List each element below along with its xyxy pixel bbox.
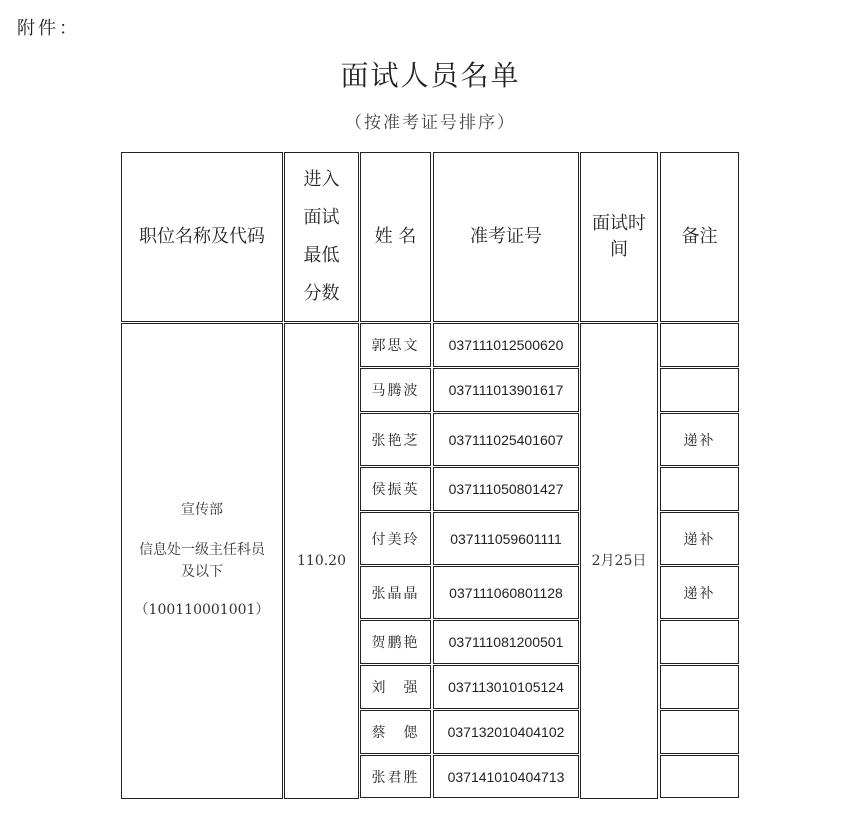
header-min-score-line: 最低 [303, 245, 340, 266]
header-remark: 备注 [660, 152, 739, 322]
exam-number: 037132010404102 [433, 710, 579, 754]
remark-cell [660, 710, 739, 754]
exam-number: 037111059601111 [433, 512, 579, 565]
header-min-score [284, 152, 359, 322]
header-interview-time-line: 面试时 [592, 213, 646, 234]
remark-cell [660, 323, 739, 367]
remark-cell [660, 755, 739, 798]
header-exam-number: 准考证号 [433, 152, 579, 322]
header-position: 职位名称及代码 [121, 152, 283, 322]
attachment-label: 附件： [17, 18, 80, 39]
candidate-name: 蔡 偲 [360, 710, 431, 754]
candidate-name: 马腾波 [360, 368, 431, 412]
position-cell [121, 323, 283, 799]
candidate-name: 刘 强 [360, 665, 431, 709]
exam-number: 037111050801427 [433, 467, 579, 511]
remark-cell [660, 665, 739, 709]
position-code: （100110001001） [134, 602, 270, 618]
department: 宣传部 [180, 502, 223, 518]
min-score-cell: 110.20 [284, 323, 359, 799]
candidate-name: 张君胜 [360, 755, 431, 798]
exam-number: 037111081200501 [433, 620, 579, 664]
remark-cell [660, 467, 739, 511]
header-min-score-line: 分数 [303, 283, 340, 304]
candidate-name: 付美玲 [360, 512, 431, 565]
exam-number: 037111012500620 [433, 323, 579, 367]
exam-number: 037141010404713 [433, 755, 579, 798]
remark-cell: 递补 [660, 512, 739, 565]
candidate-name: 郭思文 [360, 323, 431, 367]
exam-number: 037111013901617 [433, 368, 579, 412]
remark-cell [660, 620, 739, 664]
header-interview-time [580, 152, 658, 322]
exam-number: 037111025401607 [433, 413, 579, 466]
exam-number: 037111060801128 [433, 566, 579, 619]
exam-number: 037113010105124 [433, 665, 579, 709]
position-title: 信息处一级主任科员 [138, 542, 265, 558]
remark-cell: 递补 [660, 566, 739, 619]
remark-cell [660, 368, 739, 412]
candidate-name: 贺鹏艳 [360, 620, 431, 664]
header-min-score-line: 进入 [303, 169, 340, 190]
page-subtitle: （按准考证号排序） [345, 113, 516, 133]
candidate-name: 张晶晶 [360, 566, 431, 619]
header-min-score-line: 面试 [303, 207, 340, 228]
remark-cell: 递补 [660, 413, 739, 466]
header-name: 姓 名 [360, 152, 431, 322]
position-title-cont: 及以下 [180, 564, 223, 580]
candidate-name: 张艳芝 [360, 413, 431, 466]
page-title: 面试人员名单 [340, 59, 521, 92]
interview-time-cell: 2月25日 [580, 323, 658, 799]
header-interview-time-line: 间 [610, 239, 628, 260]
candidate-name: 侯振英 [360, 467, 431, 511]
